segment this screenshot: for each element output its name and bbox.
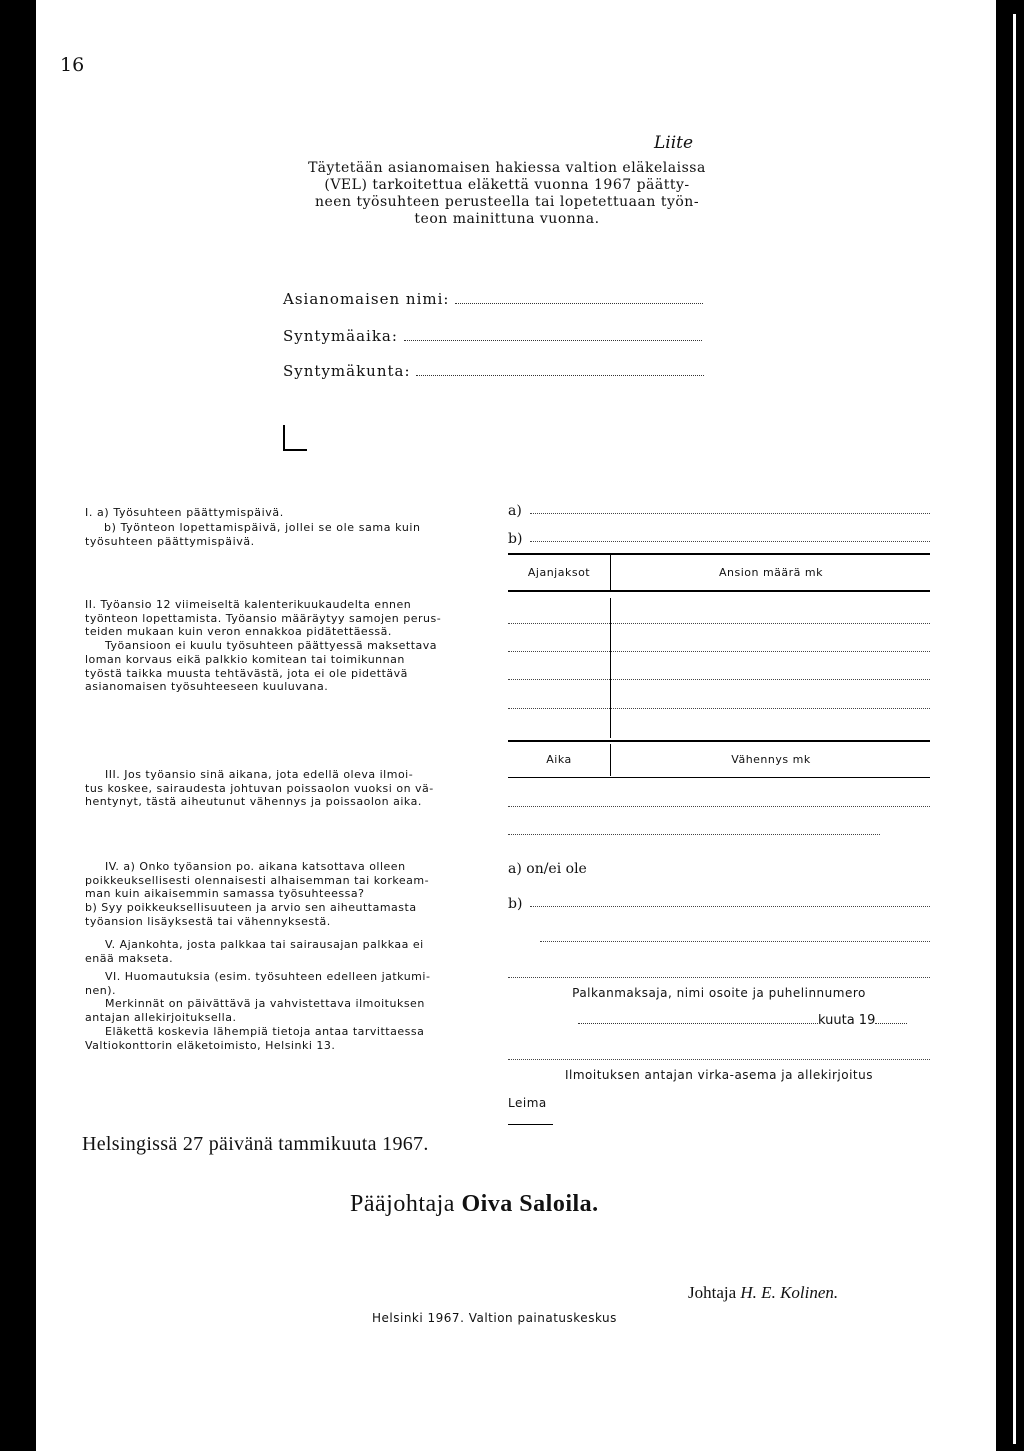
signatory: [350, 1191, 599, 1218]
table1-col-periods: Ajanjaksot: [527, 566, 591, 579]
director-name: H. E. Kolinen.: [740, 1283, 839, 1302]
intro-line: (VEL) tarkoitettua eläkettä vuonna 1967 päätty-: [324, 177, 690, 193]
name-field[interactable]: [283, 290, 703, 308]
section6-line: Eläkettä koskevia lähempiä tietoja antaa tarvittaessa: [105, 1024, 425, 1038]
intro-line: Täytetään asianomaisen hakiessa valtion eläkelaissa: [308, 160, 706, 176]
date-suffix: kuuta 19: [818, 1013, 876, 1028]
table2-header-rule: [508, 777, 930, 778]
section2-line: työnteon lopettamista. Työansio määräytyy samojen perus-: [85, 611, 442, 625]
section3-line: tus koskee, sairaudesta johtuvan poissaolon vuoksi on vä-: [85, 781, 434, 795]
section5-line: enää makseta.: [85, 951, 174, 965]
section1-b-line: työsuhteen päättymispäivä.: [85, 535, 255, 548]
section2-line: II. Työansio 12 viimeiseltä kalenterikuukaudelta ennen: [85, 598, 412, 611]
stamp-label: Leima: [508, 1096, 547, 1110]
scan-border-left: [0, 0, 36, 1451]
section2-line: Työansioon ei kuulu työsuhteen päättyessä maksettava: [105, 639, 438, 653]
birthplace-blank[interactable]: [416, 375, 704, 376]
payer-caption: Palkanmaksaja, nimi osoite ja puhelinnumero: [572, 986, 866, 1000]
address-corner-mark: [283, 425, 307, 451]
section2-line: työstä taikka muusta tehtävästä, jota ei ole pidettävä: [85, 666, 408, 680]
page-number: 16: [60, 54, 85, 76]
section6-line: VI. Huomautuksia (esim. työsuhteen edelleen jatkumi-: [105, 970, 431, 983]
section2-line: asianomaisen työsuhteeseen kuuluvana.: [85, 680, 329, 694]
section4-line: poikkeuksellisesti olennaisesti alhaisemman tai korkeam-: [85, 873, 430, 887]
section2-line: loman korvaus eikä palkkio komitean tai toimikunnan: [85, 652, 405, 666]
table2-row[interactable]: [508, 806, 930, 807]
section4-answer-b: b): [508, 896, 523, 912]
place-date: Helsingissä 27 päivänä tammikuuta 1967.: [82, 1133, 429, 1155]
section4-line: työansion lisäyksestä tai vähennyksestä.: [85, 914, 331, 928]
table2-row[interactable]: [508, 834, 880, 835]
date-blank-place[interactable]: [578, 1023, 818, 1024]
section4-b-blank[interactable]: [530, 906, 930, 907]
section6-line: antajan allekirjoituksella.: [85, 1011, 237, 1025]
table1-bottom-rule: [508, 740, 930, 742]
section3-text: [85, 768, 477, 809]
section6-text: [85, 970, 477, 1052]
section1-a-marker: a): [508, 503, 522, 519]
section1-b-blank[interactable]: [530, 541, 930, 542]
table1-header-divider: [610, 555, 611, 591]
section1-b-marker: b): [508, 531, 523, 547]
scan-border-right-gap: [1013, 14, 1016, 1444]
birthplace-label: Syntymäkunta:: [283, 362, 411, 380]
table1-row[interactable]: [508, 708, 930, 709]
section4-b-blank-2[interactable]: [540, 941, 930, 942]
stamp-rule: [508, 1124, 553, 1125]
birthdate-field[interactable]: [283, 327, 702, 345]
signer-caption: Ilmoituksen antajan virka-asema ja allekirjoitus: [564, 1068, 873, 1082]
birthplace-field[interactable]: [283, 362, 704, 380]
signatory-title: Pääjohtaja: [350, 1191, 455, 1217]
section2-line: teiden mukaan kuin veron ennakkoa pidätettäessä.: [85, 625, 392, 639]
section5-line: V. Ajankohta, josta palkkaa tai sairausajan palkkaa ei: [105, 938, 424, 951]
director: [688, 1283, 838, 1303]
birthdate-blank[interactable]: [404, 340, 702, 341]
table1-row[interactable]: [508, 679, 930, 680]
table2-col-reduction: Vähennys mk: [731, 753, 811, 766]
section3-line: III. Jos työansio sinä aikana, jota edellä oleva ilmoi-: [105, 768, 414, 781]
section1-b-line: b) Työnteon lopettamispäivä, jollei se ole sama kuin: [104, 521, 421, 534]
intro-text: [272, 160, 742, 228]
table1-row[interactable]: [508, 651, 930, 652]
scan-border-right: [996, 0, 1024, 1451]
section4-answer-a[interactable]: a) on/ei ole: [508, 861, 587, 877]
date-blank-year[interactable]: [875, 1023, 907, 1024]
signatory-name: Oiva Saloila.: [461, 1191, 599, 1217]
intro-line: teon mainittuna vuonna.: [414, 211, 600, 227]
section4-line: b) Syy poikkeuksellisuuteen ja arvio sen aiheuttamasta: [85, 901, 417, 915]
table2-header-divider: [610, 744, 611, 776]
section3-line: hentynyt, tästä aiheutunut vähennys ja poissaolon aika.: [85, 795, 422, 809]
payer-blank[interactable]: [508, 977, 930, 978]
section1-a-blank[interactable]: [530, 513, 930, 514]
section5-text: [85, 938, 477, 965]
table1-col-amount: Ansion määrä mk: [718, 566, 824, 579]
name-label: Asianomaisen nimi:: [283, 290, 450, 308]
director-title: Johtaja: [688, 1283, 737, 1302]
printer-note: Helsinki 1967. Valtion painatuskeskus: [372, 1311, 617, 1325]
section2-text: [85, 598, 477, 694]
table1-top-rule: [508, 553, 930, 555]
name-blank[interactable]: [455, 303, 703, 304]
intro-line: neen työsuhteen perusteella tai lopetettuaan työn-: [314, 194, 700, 210]
signer-blank[interactable]: [508, 1059, 930, 1060]
table1-column-divider: [610, 598, 611, 738]
section4-line: man kuin aikaisemmin samassa työsuhteessa?: [85, 887, 365, 901]
section6-line: Merkinnät on päivättävä ja vahvistettava ilmoituksen: [105, 997, 425, 1011]
section6-line: Valtiokonttorin eläketoimisto, Helsinki 13.: [85, 1038, 336, 1052]
birthdate-label: Syntymäaika:: [283, 327, 398, 345]
section4-line: IV. a) Onko työansion po. aikana katsottava olleen: [105, 860, 406, 873]
table1-header-rule: [508, 590, 930, 592]
table2-col-time: Aika: [546, 753, 572, 766]
date-line[interactable]: [578, 1013, 930, 1028]
section6-line: nen).: [85, 983, 116, 997]
section1-a-text: I. a) Työsuhteen päättymispäivä.: [85, 506, 284, 519]
table1-row[interactable]: [508, 623, 930, 624]
appendix-label: Liite: [654, 133, 694, 153]
section4-text: [85, 860, 477, 929]
